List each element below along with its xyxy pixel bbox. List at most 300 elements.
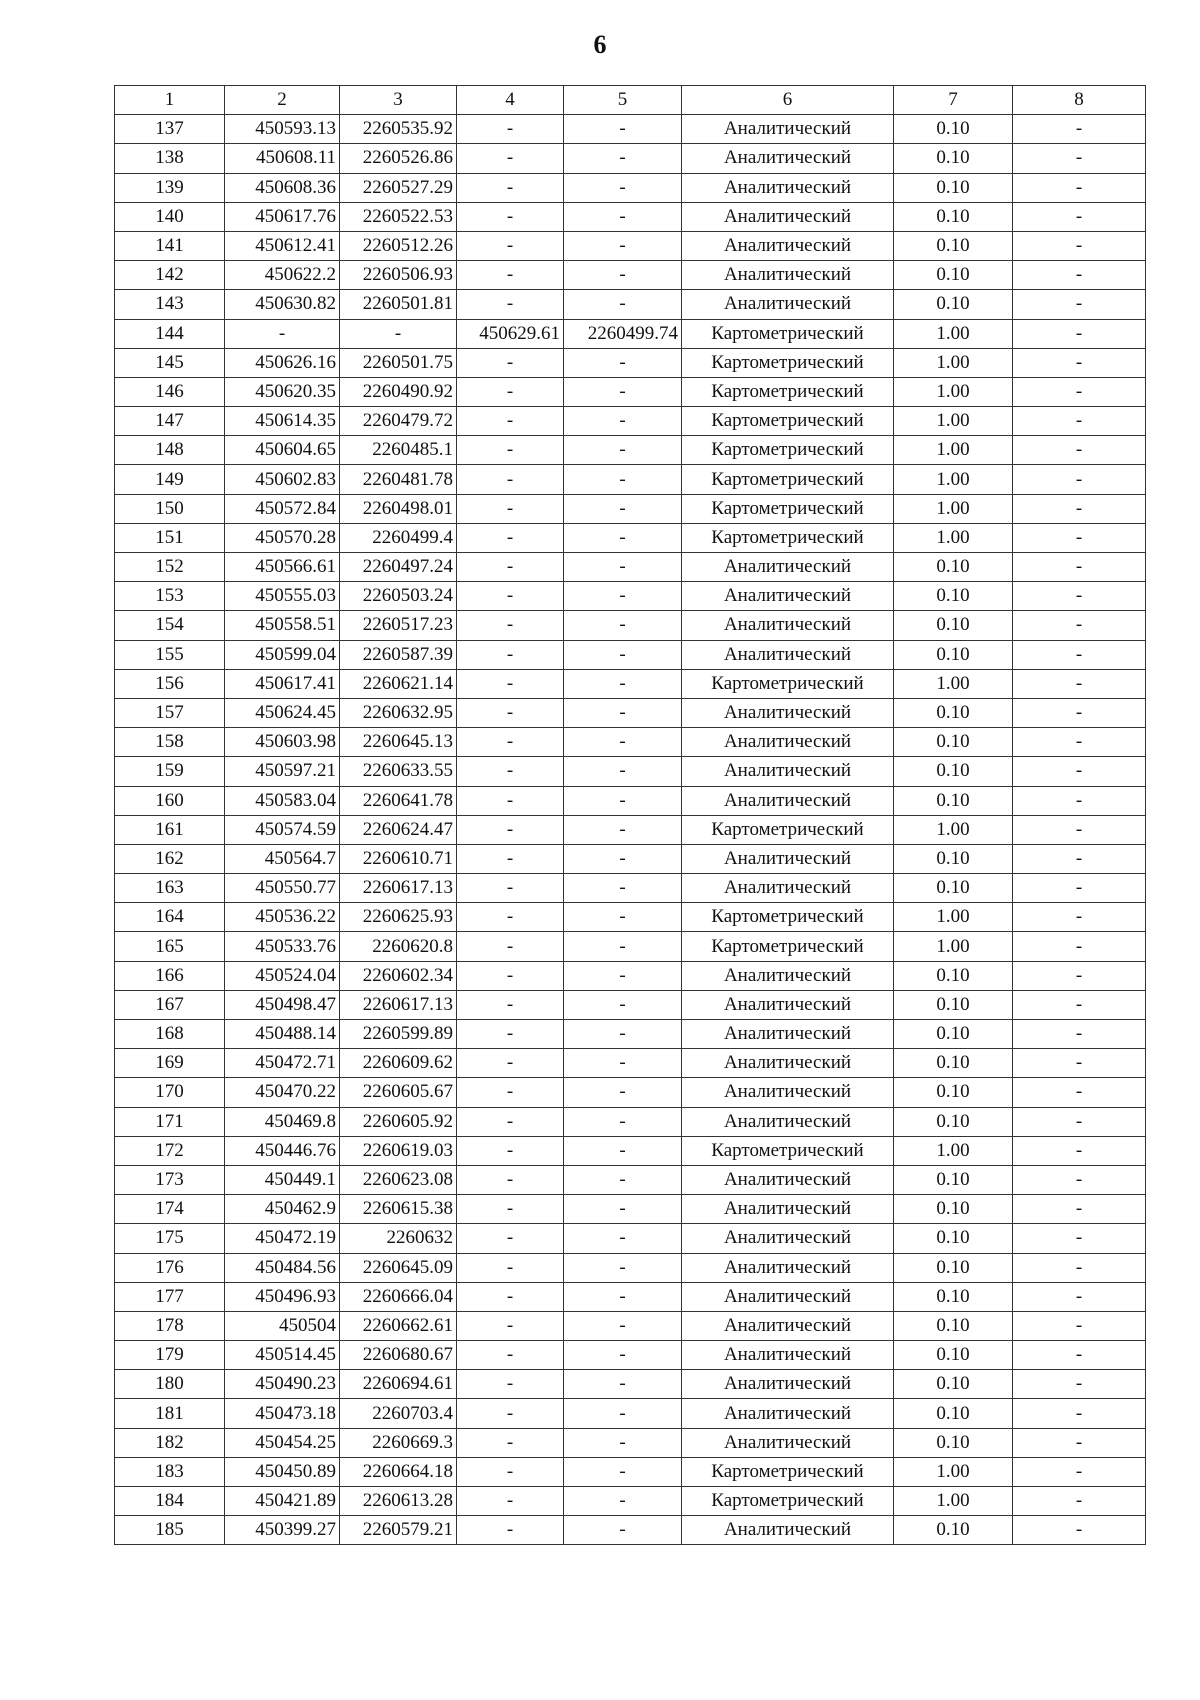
point-number-cell: 170 [115, 1078, 225, 1107]
y-coordinate-cell: 2260703.4 [340, 1399, 457, 1428]
table-row [115, 494, 1146, 523]
x-alt-cell: - [457, 1136, 564, 1165]
description-cell: - [1013, 1165, 1146, 1194]
point-number-cell: 146 [115, 377, 225, 406]
table-row [115, 465, 1146, 494]
x-coordinate-cell: 450604.65 [225, 436, 340, 465]
x-alt-cell: - [457, 844, 564, 873]
accuracy-cell: 0.10 [894, 844, 1013, 873]
description-cell: - [1013, 115, 1146, 144]
x-coordinate-cell: 450564.7 [225, 844, 340, 873]
point-number-cell: 150 [115, 494, 225, 523]
y-coordinate-cell: 2260645.09 [340, 1253, 457, 1282]
y-alt-cell: - [564, 640, 682, 669]
method-cell: Аналитический [682, 290, 894, 319]
y-alt-cell: - [564, 1165, 682, 1194]
method-cell: Картометрический [682, 319, 894, 348]
y-coordinate-cell: 2260526.86 [340, 144, 457, 173]
x-coordinate-cell: 450462.9 [225, 1195, 340, 1224]
y-alt-cell: - [564, 115, 682, 144]
point-number-cell: 144 [115, 319, 225, 348]
method-cell: Картометрический [682, 348, 894, 377]
table-row [115, 319, 1146, 348]
x-alt-cell: - [457, 1311, 564, 1340]
y-coordinate-cell: 2260623.08 [340, 1165, 457, 1194]
accuracy-cell: 0.10 [894, 1020, 1013, 1049]
y-alt-cell: - [564, 932, 682, 961]
accuracy-cell: 0.10 [894, 261, 1013, 290]
table-row [115, 669, 1146, 698]
y-coordinate-cell: 2260503.24 [340, 582, 457, 611]
y-alt-cell: - [564, 1311, 682, 1340]
method-cell: Картометрический [682, 1457, 894, 1486]
accuracy-cell: 0.10 [894, 1428, 1013, 1457]
point-number-cell: 141 [115, 231, 225, 260]
method-cell: Картометрический [682, 523, 894, 552]
x-alt-cell: - [457, 1020, 564, 1049]
accuracy-cell: 0.10 [894, 1311, 1013, 1340]
x-coordinate-cell: 450536.22 [225, 903, 340, 932]
table-row [115, 1165, 1146, 1194]
x-alt-cell: - [457, 640, 564, 669]
y-coordinate-cell: 2260481.78 [340, 465, 457, 494]
table-row [115, 844, 1146, 873]
description-cell: - [1013, 377, 1146, 406]
accuracy-cell: 0.10 [894, 231, 1013, 260]
x-alt-cell: - [457, 1428, 564, 1457]
table-row [115, 1370, 1146, 1399]
x-coordinate-cell: 450504 [225, 1311, 340, 1340]
table-row [115, 1399, 1146, 1428]
x-coordinate-cell: 450599.04 [225, 640, 340, 669]
y-alt-cell: - [564, 202, 682, 231]
accuracy-cell: 1.00 [894, 436, 1013, 465]
description-cell: - [1013, 465, 1146, 494]
accuracy-cell: 1.00 [894, 465, 1013, 494]
y-coordinate-cell: 2260517.23 [340, 611, 457, 640]
y-alt-cell: - [564, 1224, 682, 1253]
description-cell: - [1013, 407, 1146, 436]
x-coordinate-cell: 450514.45 [225, 1341, 340, 1370]
x-alt-cell: - [457, 1370, 564, 1399]
accuracy-cell: 0.10 [894, 1165, 1013, 1194]
description-cell: - [1013, 757, 1146, 786]
y-alt-cell: - [564, 1399, 682, 1428]
method-cell: Аналитический [682, 1516, 894, 1545]
method-cell: Аналитический [682, 1253, 894, 1282]
point-number-cell: 174 [115, 1195, 225, 1224]
point-number-cell: 173 [115, 1165, 225, 1194]
method-cell: Картометрический [682, 815, 894, 844]
description-cell: - [1013, 1399, 1146, 1428]
x-coordinate-cell: 450446.76 [225, 1136, 340, 1165]
accuracy-cell: 0.10 [894, 1049, 1013, 1078]
accuracy-cell: 0.10 [894, 1253, 1013, 1282]
table-row [115, 990, 1146, 1019]
x-coordinate-cell: 450608.36 [225, 173, 340, 202]
y-coordinate-cell: 2260498.01 [340, 494, 457, 523]
description-cell: - [1013, 494, 1146, 523]
table-row [115, 202, 1146, 231]
description-cell: - [1013, 874, 1146, 903]
description-cell: - [1013, 698, 1146, 727]
x-coordinate-cell: 450583.04 [225, 786, 340, 815]
y-coordinate-cell: 2260602.34 [340, 961, 457, 990]
table-row [115, 377, 1146, 406]
method-cell: Картометрический [682, 465, 894, 494]
y-alt-cell: - [564, 990, 682, 1019]
point-number-cell: 182 [115, 1428, 225, 1457]
x-alt-cell: - [457, 407, 564, 436]
point-number-cell: 180 [115, 1370, 225, 1399]
accuracy-cell: 0.10 [894, 961, 1013, 990]
y-coordinate-cell: 2260664.18 [340, 1457, 457, 1486]
accuracy-cell: 1.00 [894, 815, 1013, 844]
table-header-row [115, 86, 1146, 115]
y-alt-cell: - [564, 961, 682, 990]
y-alt-cell: - [564, 1370, 682, 1399]
y-alt-cell: - [564, 1136, 682, 1165]
x-alt-cell: - [457, 903, 564, 932]
method-cell: Аналитический [682, 786, 894, 815]
accuracy-cell: 1.00 [894, 523, 1013, 552]
y-alt-cell: 2260499.74 [564, 319, 682, 348]
y-coordinate-cell: 2260535.92 [340, 115, 457, 144]
accuracy-cell: 1.00 [894, 1136, 1013, 1165]
accuracy-cell: 0.10 [894, 115, 1013, 144]
table-row [115, 115, 1146, 144]
description-cell: - [1013, 202, 1146, 231]
method-cell: Аналитический [682, 582, 894, 611]
point-number-cell: 152 [115, 553, 225, 582]
description-cell: - [1013, 1195, 1146, 1224]
accuracy-cell: 0.10 [894, 728, 1013, 757]
point-number-cell: 137 [115, 115, 225, 144]
accuracy-cell: 0.10 [894, 611, 1013, 640]
description-cell: - [1013, 961, 1146, 990]
y-alt-cell: - [564, 290, 682, 319]
method-cell: Аналитический [682, 202, 894, 231]
y-coordinate-cell: 2260605.67 [340, 1078, 457, 1107]
point-number-cell: 157 [115, 698, 225, 727]
y-coordinate-cell: 2260499.4 [340, 523, 457, 552]
method-cell: Аналитический [682, 1399, 894, 1428]
x-coordinate-cell: 450614.35 [225, 407, 340, 436]
method-cell: Картометрический [682, 932, 894, 961]
point-number-cell: 143 [115, 290, 225, 319]
method-cell: Аналитический [682, 990, 894, 1019]
x-coordinate-cell: 450498.47 [225, 990, 340, 1019]
table-row [115, 640, 1146, 669]
method-cell: Аналитический [682, 231, 894, 260]
method-cell: Аналитический [682, 144, 894, 173]
y-alt-cell: - [564, 1341, 682, 1370]
method-cell: Аналитический [682, 1049, 894, 1078]
table-row [115, 932, 1146, 961]
y-alt-cell: - [564, 728, 682, 757]
description-cell: - [1013, 319, 1146, 348]
point-number-cell: 176 [115, 1253, 225, 1282]
table-row [115, 1020, 1146, 1049]
point-number-cell: 179 [115, 1341, 225, 1370]
method-cell: Аналитический [682, 1341, 894, 1370]
x-alt-cell: - [457, 757, 564, 786]
y-alt-cell: - [564, 436, 682, 465]
y-coordinate-cell: 2260497.24 [340, 553, 457, 582]
x-coordinate-cell: 450449.1 [225, 1165, 340, 1194]
column-header-5: 5 [564, 86, 682, 115]
column-header-2: 2 [225, 86, 340, 115]
x-coordinate-cell: 450617.41 [225, 669, 340, 698]
y-coordinate-cell: 2260609.62 [340, 1049, 457, 1078]
x-coordinate-cell: - [225, 319, 340, 348]
accuracy-cell: 0.10 [894, 1195, 1013, 1224]
method-cell: Картометрический [682, 1136, 894, 1165]
x-coordinate-cell: 450450.89 [225, 1457, 340, 1486]
x-alt-cell: - [457, 115, 564, 144]
description-cell: - [1013, 1487, 1146, 1516]
y-alt-cell: - [564, 815, 682, 844]
y-alt-cell: - [564, 611, 682, 640]
table-row [115, 728, 1146, 757]
x-alt-cell: - [457, 1078, 564, 1107]
description-cell: - [1013, 932, 1146, 961]
point-number-cell: 169 [115, 1049, 225, 1078]
y-coordinate-cell: 2260666.04 [340, 1282, 457, 1311]
x-coordinate-cell: 450617.76 [225, 202, 340, 231]
x-coordinate-cell: 450472.71 [225, 1049, 340, 1078]
x-coordinate-cell: 450555.03 [225, 582, 340, 611]
point-number-cell: 153 [115, 582, 225, 611]
y-alt-cell: - [564, 1282, 682, 1311]
description-cell: - [1013, 290, 1146, 319]
x-coordinate-cell: 450612.41 [225, 231, 340, 260]
point-number-cell: 163 [115, 874, 225, 903]
x-alt-cell: - [457, 698, 564, 727]
y-alt-cell: - [564, 698, 682, 727]
description-cell: - [1013, 640, 1146, 669]
x-coordinate-cell: 450597.21 [225, 757, 340, 786]
accuracy-cell: 0.10 [894, 990, 1013, 1019]
table-row [115, 903, 1146, 932]
y-alt-cell: - [564, 903, 682, 932]
table-row [115, 553, 1146, 582]
x-alt-cell: - [457, 465, 564, 494]
y-alt-cell: - [564, 261, 682, 290]
y-alt-cell: - [564, 1487, 682, 1516]
y-alt-cell: - [564, 523, 682, 552]
x-alt-cell: - [457, 144, 564, 173]
y-alt-cell: - [564, 844, 682, 873]
y-alt-cell: - [564, 494, 682, 523]
table-row [115, 173, 1146, 202]
description-cell: - [1013, 1107, 1146, 1136]
table-row [115, 961, 1146, 990]
x-alt-cell: - [457, 553, 564, 582]
y-coordinate-cell: 2260645.13 [340, 728, 457, 757]
x-coordinate-cell: 450630.82 [225, 290, 340, 319]
x-alt-cell: - [457, 1165, 564, 1194]
method-cell: Аналитический [682, 1282, 894, 1311]
point-number-cell: 154 [115, 611, 225, 640]
table-body [115, 115, 1146, 1545]
accuracy-cell: 1.00 [894, 348, 1013, 377]
x-coordinate-cell: 450399.27 [225, 1516, 340, 1545]
y-coordinate-cell: 2260501.81 [340, 290, 457, 319]
accuracy-cell: 0.10 [894, 1370, 1013, 1399]
method-cell: Аналитический [682, 553, 894, 582]
y-alt-cell: - [564, 1195, 682, 1224]
method-cell: Аналитический [682, 1078, 894, 1107]
x-alt-cell: - [457, 611, 564, 640]
table-row [115, 1049, 1146, 1078]
x-alt-cell: 450629.61 [457, 319, 564, 348]
method-cell: Аналитический [682, 1224, 894, 1253]
accuracy-cell: 0.10 [894, 173, 1013, 202]
x-alt-cell: - [457, 874, 564, 903]
point-number-cell: 168 [115, 1020, 225, 1049]
method-cell: Аналитический [682, 1020, 894, 1049]
x-coordinate-cell: 450484.56 [225, 1253, 340, 1282]
x-alt-cell: - [457, 290, 564, 319]
accuracy-cell: 0.10 [894, 1399, 1013, 1428]
accuracy-cell: 0.10 [894, 202, 1013, 231]
y-coordinate-cell: 2260605.92 [340, 1107, 457, 1136]
accuracy-cell: 1.00 [894, 494, 1013, 523]
table-row [115, 1516, 1146, 1545]
x-alt-cell: - [457, 1341, 564, 1370]
y-coordinate-cell: 2260587.39 [340, 640, 457, 669]
x-alt-cell: - [457, 202, 564, 231]
y-alt-cell: - [564, 231, 682, 260]
x-coordinate-cell: 450421.89 [225, 1487, 340, 1516]
x-coordinate-cell: 450570.28 [225, 523, 340, 552]
method-cell: Аналитический [682, 1428, 894, 1457]
description-cell: - [1013, 1224, 1146, 1253]
accuracy-cell: 1.00 [894, 1487, 1013, 1516]
y-alt-cell: - [564, 407, 682, 436]
point-number-cell: 160 [115, 786, 225, 815]
y-coordinate-cell: - [340, 319, 457, 348]
column-header-8: 8 [1013, 86, 1146, 115]
accuracy-cell: 1.00 [894, 319, 1013, 348]
x-alt-cell: - [457, 990, 564, 1019]
table-row [115, 1253, 1146, 1282]
point-number-cell: 178 [115, 1311, 225, 1340]
table-row [115, 1282, 1146, 1311]
table-row [115, 1487, 1146, 1516]
y-coordinate-cell: 2260506.93 [340, 261, 457, 290]
table-row [115, 698, 1146, 727]
y-alt-cell: - [564, 1253, 682, 1282]
accuracy-cell: 0.10 [894, 1516, 1013, 1545]
table-row [115, 786, 1146, 815]
x-coordinate-cell: 450524.04 [225, 961, 340, 990]
y-alt-cell: - [564, 1457, 682, 1486]
point-number-cell: 184 [115, 1487, 225, 1516]
accuracy-cell: 0.10 [894, 144, 1013, 173]
table-row [115, 1341, 1146, 1370]
y-coordinate-cell: 2260624.47 [340, 815, 457, 844]
x-alt-cell: - [457, 377, 564, 406]
point-number-cell: 167 [115, 990, 225, 1019]
y-alt-cell: - [564, 1078, 682, 1107]
x-alt-cell: - [457, 1049, 564, 1078]
coordinates-table [114, 85, 1146, 1545]
description-cell: - [1013, 1457, 1146, 1486]
description-cell: - [1013, 815, 1146, 844]
x-coordinate-cell: 450533.76 [225, 932, 340, 961]
x-coordinate-cell: 450626.16 [225, 348, 340, 377]
x-coordinate-cell: 450603.98 [225, 728, 340, 757]
x-coordinate-cell: 450622.2 [225, 261, 340, 290]
x-alt-cell: - [457, 582, 564, 611]
point-number-cell: 175 [115, 1224, 225, 1253]
description-cell: - [1013, 173, 1146, 202]
y-coordinate-cell: 2260617.13 [340, 990, 457, 1019]
x-alt-cell: - [457, 1487, 564, 1516]
y-coordinate-cell: 2260610.71 [340, 844, 457, 873]
point-number-cell: 147 [115, 407, 225, 436]
point-number-cell: 171 [115, 1107, 225, 1136]
table-row [115, 874, 1146, 903]
method-cell: Аналитический [682, 728, 894, 757]
point-number-cell: 155 [115, 640, 225, 669]
y-coordinate-cell: 2260527.29 [340, 173, 457, 202]
description-cell: - [1013, 1253, 1146, 1282]
y-coordinate-cell: 2260613.28 [340, 1487, 457, 1516]
table-row [115, 1311, 1146, 1340]
x-coordinate-cell: 450593.13 [225, 115, 340, 144]
x-coordinate-cell: 450624.45 [225, 698, 340, 727]
y-coordinate-cell: 2260632.95 [340, 698, 457, 727]
table-row [115, 582, 1146, 611]
method-cell: Аналитический [682, 1311, 894, 1340]
table-row [115, 611, 1146, 640]
x-alt-cell: - [457, 261, 564, 290]
accuracy-cell: 1.00 [894, 932, 1013, 961]
accuracy-cell: 0.10 [894, 1282, 1013, 1311]
table-row [115, 144, 1146, 173]
x-alt-cell: - [457, 1224, 564, 1253]
y-coordinate-cell: 2260621.14 [340, 669, 457, 698]
y-coordinate-cell: 2260625.93 [340, 903, 457, 932]
point-number-cell: 181 [115, 1399, 225, 1428]
description-cell: - [1013, 553, 1146, 582]
accuracy-cell: 0.10 [894, 874, 1013, 903]
method-cell: Аналитический [682, 1165, 894, 1194]
x-alt-cell: - [457, 494, 564, 523]
y-coordinate-cell: 2260680.67 [340, 1341, 457, 1370]
y-alt-cell: - [564, 1516, 682, 1545]
table-row [115, 261, 1146, 290]
x-alt-cell: - [457, 1195, 564, 1224]
y-coordinate-cell: 2260669.3 [340, 1428, 457, 1457]
x-coordinate-cell: 450574.59 [225, 815, 340, 844]
y-alt-cell: - [564, 465, 682, 494]
description-cell: - [1013, 144, 1146, 173]
table-row [115, 1457, 1146, 1486]
point-number-cell: 142 [115, 261, 225, 290]
point-number-cell: 139 [115, 173, 225, 202]
point-number-cell: 165 [115, 932, 225, 961]
y-coordinate-cell: 2260490.92 [340, 377, 457, 406]
x-coordinate-cell: 450608.11 [225, 144, 340, 173]
y-alt-cell: - [564, 874, 682, 903]
column-header-1: 1 [115, 86, 225, 115]
x-alt-cell: - [457, 1282, 564, 1311]
method-cell: Аналитический [682, 1370, 894, 1399]
